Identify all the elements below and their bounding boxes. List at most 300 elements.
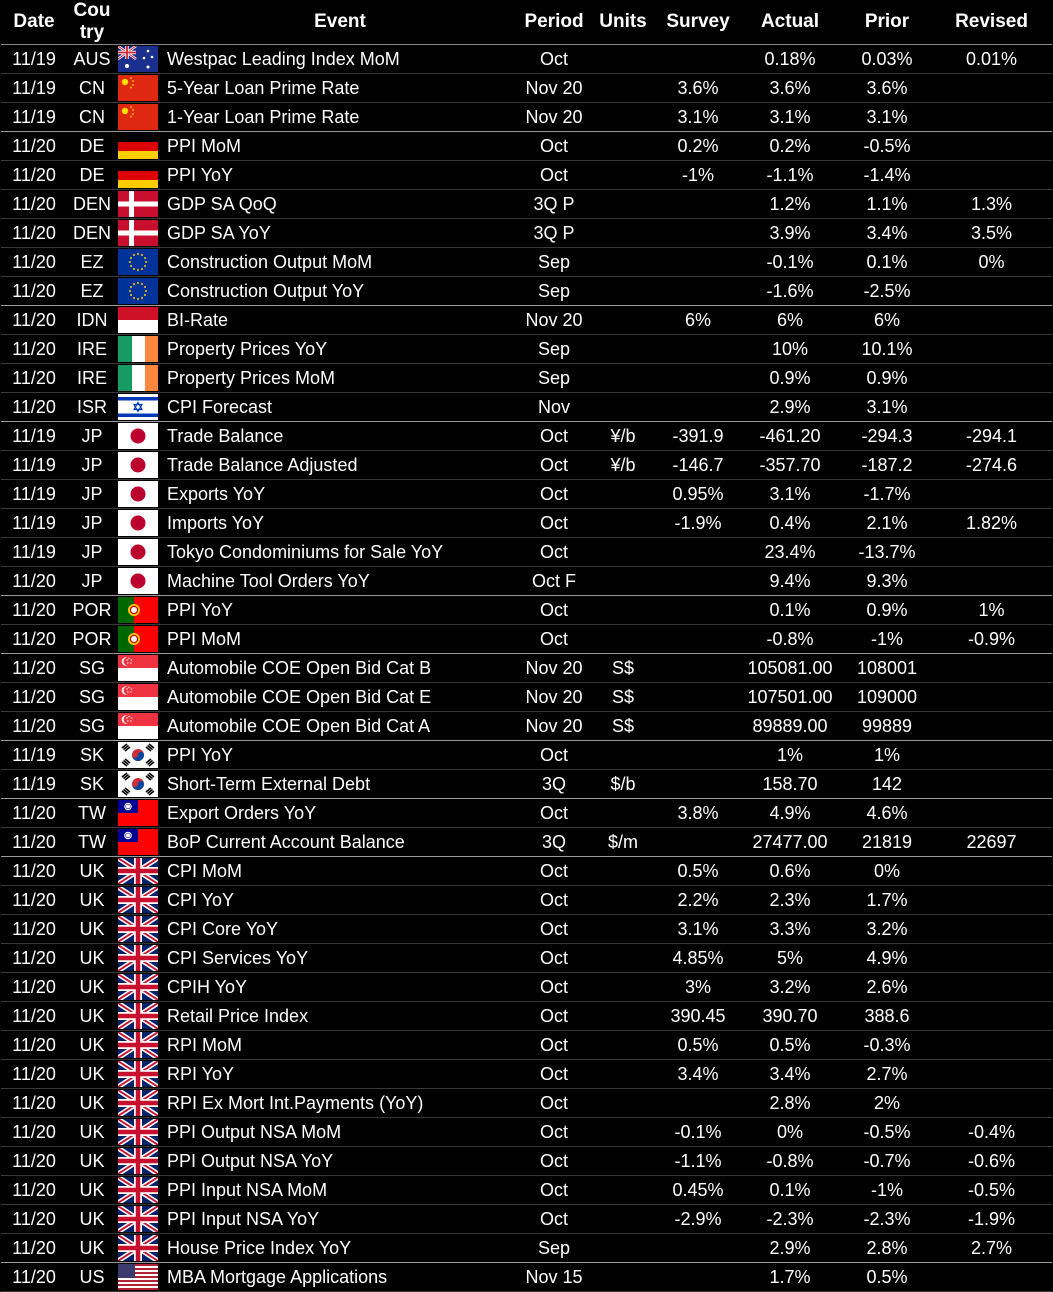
row-survey: -146.7	[659, 451, 737, 480]
row-period: Sep	[521, 364, 587, 393]
row-units	[587, 190, 659, 219]
row-country: UK	[67, 1060, 117, 1089]
table-row	[1, 625, 1052, 654]
row-period: Oct	[521, 132, 587, 161]
row-actual: -0.8%	[737, 1147, 843, 1176]
row-country: UK	[67, 1147, 117, 1176]
uk-flag-icon	[118, 1235, 158, 1261]
de-flag-icon	[118, 162, 158, 188]
uk-flag-icon	[118, 974, 158, 1000]
table-row	[1, 828, 1052, 857]
row-actual: -1.6%	[737, 277, 843, 306]
row-flag	[117, 625, 159, 654]
row-units: ¥/b	[587, 451, 659, 480]
row-event: PPI MoM	[159, 625, 521, 654]
row-revised: 1%	[931, 596, 1052, 625]
row-actual: 0.4%	[737, 509, 843, 538]
row-flag	[117, 74, 159, 103]
row-survey	[659, 219, 737, 248]
jp-flag-icon	[118, 568, 158, 594]
idn-flag-icon	[118, 307, 158, 333]
row-event: MBA Mortgage Applications	[159, 1263, 521, 1292]
den-flag-icon	[118, 191, 158, 217]
row-event: PPI YoY	[159, 161, 521, 190]
row-actual: 2.3%	[737, 886, 843, 915]
row-period: Oct	[521, 741, 587, 770]
row-actual: 0.18%	[737, 45, 843, 74]
row-actual: 3.1%	[737, 480, 843, 509]
row-flag	[117, 1002, 159, 1031]
row-revised	[931, 538, 1052, 567]
row-actual: 3.3%	[737, 915, 843, 944]
row-prior: 108001	[843, 654, 931, 683]
uk-flag-icon	[118, 916, 158, 942]
row-units	[587, 248, 659, 277]
row-prior: -294.3	[843, 422, 931, 451]
row-revised	[931, 364, 1052, 393]
row-period: Nov 20	[521, 103, 587, 132]
row-units	[587, 1089, 659, 1118]
row-date: 11/20	[1, 1118, 67, 1147]
row-event: Tokyo Condominiums for Sale YoY	[159, 538, 521, 567]
uk-flag-icon	[118, 1206, 158, 1232]
row-actual: 0%	[737, 1118, 843, 1147]
row-units	[587, 799, 659, 828]
row-flag	[117, 1176, 159, 1205]
row-period: Oct	[521, 1205, 587, 1234]
row-date: 11/20	[1, 306, 67, 335]
table-row	[1, 596, 1052, 625]
row-units	[587, 219, 659, 248]
row-prior: -1.7%	[843, 480, 931, 509]
row-flag	[117, 45, 159, 74]
row-period: Nov 20	[521, 683, 587, 712]
row-prior: 109000	[843, 683, 931, 712]
row-period: Oct	[521, 1147, 587, 1176]
row-period: Oct	[521, 1176, 587, 1205]
row-date: 11/19	[1, 480, 67, 509]
row-prior: -0.7%	[843, 1147, 931, 1176]
row-actual: 2.9%	[737, 393, 843, 422]
table-row	[1, 306, 1052, 335]
row-survey: 390.45	[659, 1002, 737, 1031]
row-actual: 390.70	[737, 1002, 843, 1031]
row-prior: 3.4%	[843, 219, 931, 248]
row-survey	[659, 277, 737, 306]
row-flag	[117, 770, 159, 799]
row-flag	[117, 422, 159, 451]
row-country: AUS	[67, 45, 117, 74]
row-event: GDP SA YoY	[159, 219, 521, 248]
row-survey	[659, 828, 737, 857]
table-row	[1, 770, 1052, 799]
row-revised	[931, 915, 1052, 944]
sg-flag-icon	[118, 655, 158, 681]
row-actual: 5%	[737, 944, 843, 973]
row-prior: 0.9%	[843, 596, 931, 625]
de-flag-icon	[118, 133, 158, 159]
row-date: 11/19	[1, 538, 67, 567]
row-actual: -0.8%	[737, 625, 843, 654]
row-prior: 0.9%	[843, 364, 931, 393]
row-revised	[931, 393, 1052, 422]
header-actual: Actual	[737, 0, 843, 45]
sk-flag-icon	[118, 771, 158, 797]
row-event: PPI YoY	[159, 596, 521, 625]
row-units	[587, 306, 659, 335]
row-prior: -1.4%	[843, 161, 931, 190]
row-period: Nov 20	[521, 654, 587, 683]
row-flag	[117, 248, 159, 277]
row-date: 11/20	[1, 654, 67, 683]
uk-flag-icon	[118, 1061, 158, 1087]
row-revised: -294.1	[931, 422, 1052, 451]
row-country: UK	[67, 1118, 117, 1147]
row-actual: 3.1%	[737, 103, 843, 132]
row-survey: 0.95%	[659, 480, 737, 509]
row-revised: 0%	[931, 248, 1052, 277]
row-actual: 4.9%	[737, 799, 843, 828]
row-event: House Price Index YoY	[159, 1234, 521, 1263]
table-row	[1, 1118, 1052, 1147]
row-survey	[659, 567, 737, 596]
row-date: 11/20	[1, 857, 67, 886]
row-revised	[931, 741, 1052, 770]
row-units	[587, 857, 659, 886]
row-event: CPIH YoY	[159, 973, 521, 1002]
table-row	[1, 538, 1052, 567]
row-revised: -0.9%	[931, 625, 1052, 654]
row-prior: 0.5%	[843, 1263, 931, 1292]
row-units	[587, 132, 659, 161]
row-prior: 10.1%	[843, 335, 931, 364]
row-country: POR	[67, 596, 117, 625]
row-prior: 388.6	[843, 1002, 931, 1031]
row-date: 11/20	[1, 1147, 67, 1176]
row-period: Oct	[521, 915, 587, 944]
row-actual: 158.70	[737, 770, 843, 799]
row-country: IRE	[67, 335, 117, 364]
ire-flag-icon	[118, 336, 158, 362]
row-revised: 1.3%	[931, 190, 1052, 219]
row-flag	[117, 190, 159, 219]
row-flag	[117, 1118, 159, 1147]
row-actual: 0.1%	[737, 596, 843, 625]
row-revised	[931, 799, 1052, 828]
row-survey: -1%	[659, 161, 737, 190]
row-period: Oct	[521, 509, 587, 538]
row-event: GDP SA QoQ	[159, 190, 521, 219]
row-survey: 4.85%	[659, 944, 737, 973]
row-period: 3Q P	[521, 190, 587, 219]
table-row	[1, 654, 1052, 683]
row-flag	[117, 451, 159, 480]
row-prior: -2.5%	[843, 277, 931, 306]
row-survey: 0.2%	[659, 132, 737, 161]
row-flag	[117, 828, 159, 857]
row-country: IRE	[67, 364, 117, 393]
row-survey: -0.1%	[659, 1118, 737, 1147]
row-survey: 3.6%	[659, 74, 737, 103]
por-flag-icon	[118, 626, 158, 652]
sg-flag-icon	[118, 684, 158, 710]
row-actual: 3.9%	[737, 219, 843, 248]
table-row	[1, 335, 1052, 364]
table-row	[1, 132, 1052, 161]
row-actual: 107501.00	[737, 683, 843, 712]
header-flag	[117, 0, 159, 45]
row-date: 11/19	[1, 770, 67, 799]
row-country: UK	[67, 915, 117, 944]
row-units: S$	[587, 654, 659, 683]
row-date: 11/20	[1, 1176, 67, 1205]
row-actual: 6%	[737, 306, 843, 335]
row-revised	[931, 306, 1052, 335]
row-units	[587, 74, 659, 103]
row-revised	[931, 277, 1052, 306]
row-flag	[117, 538, 159, 567]
row-country: SG	[67, 712, 117, 741]
row-period: Oct	[521, 480, 587, 509]
row-units	[587, 480, 659, 509]
row-actual: 0.6%	[737, 857, 843, 886]
row-revised: -0.4%	[931, 1118, 1052, 1147]
uk-flag-icon	[118, 1148, 158, 1174]
row-country: DE	[67, 132, 117, 161]
row-actual: 3.2%	[737, 973, 843, 1002]
row-survey	[659, 190, 737, 219]
row-prior: -2.3%	[843, 1205, 931, 1234]
table-row	[1, 799, 1052, 828]
row-date: 11/19	[1, 509, 67, 538]
header-row	[1, 0, 1052, 45]
row-event: PPI Input NSA MoM	[159, 1176, 521, 1205]
row-flag	[117, 567, 159, 596]
row-revised: 2.7%	[931, 1234, 1052, 1263]
row-event: Short-Term External Debt	[159, 770, 521, 799]
row-date: 11/20	[1, 364, 67, 393]
row-country: SK	[67, 770, 117, 799]
row-country: UK	[67, 973, 117, 1002]
row-prior: 1.1%	[843, 190, 931, 219]
row-revised	[931, 944, 1052, 973]
row-country: US	[67, 1263, 117, 1292]
row-date: 11/20	[1, 277, 67, 306]
jp-flag-icon	[118, 423, 158, 449]
row-survey: 0.45%	[659, 1176, 737, 1205]
row-country: CN	[67, 103, 117, 132]
row-period: Oct	[521, 1031, 587, 1060]
row-revised	[931, 973, 1052, 1002]
uk-flag-icon	[118, 1177, 158, 1203]
row-date: 11/20	[1, 335, 67, 364]
header-prior: Prior	[843, 0, 931, 45]
row-revised	[931, 480, 1052, 509]
row-country: JP	[67, 480, 117, 509]
row-prior: 4.9%	[843, 944, 931, 973]
row-country: JP	[67, 538, 117, 567]
row-flag	[117, 944, 159, 973]
row-event: Property Prices YoY	[159, 335, 521, 364]
table-row	[1, 1089, 1052, 1118]
aus-flag-icon	[118, 46, 158, 72]
row-event: Automobile COE Open Bid Cat E	[159, 683, 521, 712]
row-date: 11/20	[1, 886, 67, 915]
row-country: CN	[67, 74, 117, 103]
table-row	[1, 567, 1052, 596]
row-units	[587, 596, 659, 625]
row-country: SG	[67, 683, 117, 712]
row-event: PPI MoM	[159, 132, 521, 161]
row-country: JP	[67, 509, 117, 538]
row-flag	[117, 161, 159, 190]
row-flag	[117, 1031, 159, 1060]
row-units	[587, 625, 659, 654]
row-country: UK	[67, 1176, 117, 1205]
row-event: Retail Price Index	[159, 1002, 521, 1031]
row-period: 3Q	[521, 770, 587, 799]
row-country: UK	[67, 1234, 117, 1263]
row-flag	[117, 480, 159, 509]
sk-flag-icon	[118, 742, 158, 768]
jp-flag-icon	[118, 452, 158, 478]
row-period: Sep	[521, 248, 587, 277]
uk-flag-icon	[118, 1119, 158, 1145]
table-row	[1, 712, 1052, 741]
row-prior: 2%	[843, 1089, 931, 1118]
row-units	[587, 509, 659, 538]
row-prior: 99889	[843, 712, 931, 741]
row-date: 11/20	[1, 132, 67, 161]
row-units	[587, 1118, 659, 1147]
row-event: Automobile COE Open Bid Cat A	[159, 712, 521, 741]
row-actual: 0.5%	[737, 1031, 843, 1060]
economic-calendar-table	[1, 0, 1052, 1292]
row-actual: 0.2%	[737, 132, 843, 161]
row-flag	[117, 973, 159, 1002]
row-country: UK	[67, 857, 117, 886]
row-event: PPI Input NSA YoY	[159, 1205, 521, 1234]
row-actual: 3.4%	[737, 1060, 843, 1089]
row-flag	[117, 683, 159, 712]
row-country: TW	[67, 799, 117, 828]
row-revised: 0.01%	[931, 45, 1052, 74]
row-prior: 1.7%	[843, 886, 931, 915]
row-flag	[117, 741, 159, 770]
row-units: ¥/b	[587, 422, 659, 451]
row-units	[587, 1031, 659, 1060]
row-prior: 6%	[843, 306, 931, 335]
row-country: ISR	[67, 393, 117, 422]
row-actual: 1.7%	[737, 1263, 843, 1292]
table-row	[1, 741, 1052, 770]
table-row	[1, 277, 1052, 306]
row-period: Nov 20	[521, 74, 587, 103]
row-prior: 4.6%	[843, 799, 931, 828]
row-survey	[659, 683, 737, 712]
table-row	[1, 451, 1052, 480]
row-units	[587, 1176, 659, 1205]
table-row	[1, 74, 1052, 103]
row-country: UK	[67, 1205, 117, 1234]
row-actual: 9.4%	[737, 567, 843, 596]
table-row	[1, 219, 1052, 248]
uk-flag-icon	[118, 1090, 158, 1116]
row-units: S$	[587, 712, 659, 741]
row-actual: -357.70	[737, 451, 843, 480]
row-survey	[659, 741, 737, 770]
row-actual: 0.1%	[737, 1176, 843, 1205]
row-date: 11/20	[1, 1234, 67, 1263]
row-flag	[117, 596, 159, 625]
row-period: Sep	[521, 277, 587, 306]
row-actual: 105081.00	[737, 654, 843, 683]
row-event: Property Prices MoM	[159, 364, 521, 393]
row-date: 11/19	[1, 103, 67, 132]
row-event: Construction Output YoY	[159, 277, 521, 306]
jp-flag-icon	[118, 510, 158, 536]
row-prior: 21819	[843, 828, 931, 857]
row-date: 11/20	[1, 973, 67, 1002]
row-flag	[117, 1263, 159, 1292]
row-revised: 1.82%	[931, 509, 1052, 538]
row-period: Oct	[521, 596, 587, 625]
row-flag	[117, 364, 159, 393]
table-row	[1, 683, 1052, 712]
row-date: 11/20	[1, 567, 67, 596]
row-actual: 3.6%	[737, 74, 843, 103]
row-event: RPI Ex Mort Int.Payments (YoY)	[159, 1089, 521, 1118]
row-period: 3Q P	[521, 219, 587, 248]
row-date: 11/20	[1, 161, 67, 190]
row-survey	[659, 770, 737, 799]
row-revised	[931, 770, 1052, 799]
row-event: PPI Output NSA YoY	[159, 1147, 521, 1176]
cn-flag-icon	[118, 104, 158, 130]
uk-flag-icon	[118, 945, 158, 971]
row-actual: 89889.00	[737, 712, 843, 741]
row-flag	[117, 886, 159, 915]
row-date: 11/19	[1, 74, 67, 103]
row-date: 11/19	[1, 451, 67, 480]
row-period: Oct	[521, 799, 587, 828]
row-event: Westpac Leading Index MoM	[159, 45, 521, 74]
row-prior: 2.7%	[843, 1060, 931, 1089]
row-event: BI-Rate	[159, 306, 521, 335]
row-country: DEN	[67, 190, 117, 219]
row-revised	[931, 74, 1052, 103]
header-survey: Survey	[659, 0, 737, 45]
tw-flag-icon	[118, 800, 158, 826]
row-units	[587, 1234, 659, 1263]
row-event: CPI Services YoY	[159, 944, 521, 973]
header-revised: Revised	[931, 0, 1052, 45]
row-revised	[931, 1002, 1052, 1031]
uk-flag-icon	[118, 858, 158, 884]
row-survey	[659, 1234, 737, 1263]
row-country: POR	[67, 625, 117, 654]
row-prior: 2.1%	[843, 509, 931, 538]
row-units	[587, 538, 659, 567]
row-event: BoP Current Account Balance	[159, 828, 521, 857]
row-survey	[659, 45, 737, 74]
row-country: SG	[67, 654, 117, 683]
row-actual: 2.9%	[737, 1234, 843, 1263]
row-event: Automobile COE Open Bid Cat B	[159, 654, 521, 683]
row-prior: 3.1%	[843, 393, 931, 422]
row-survey: 0.5%	[659, 857, 737, 886]
row-prior: -0.5%	[843, 1118, 931, 1147]
